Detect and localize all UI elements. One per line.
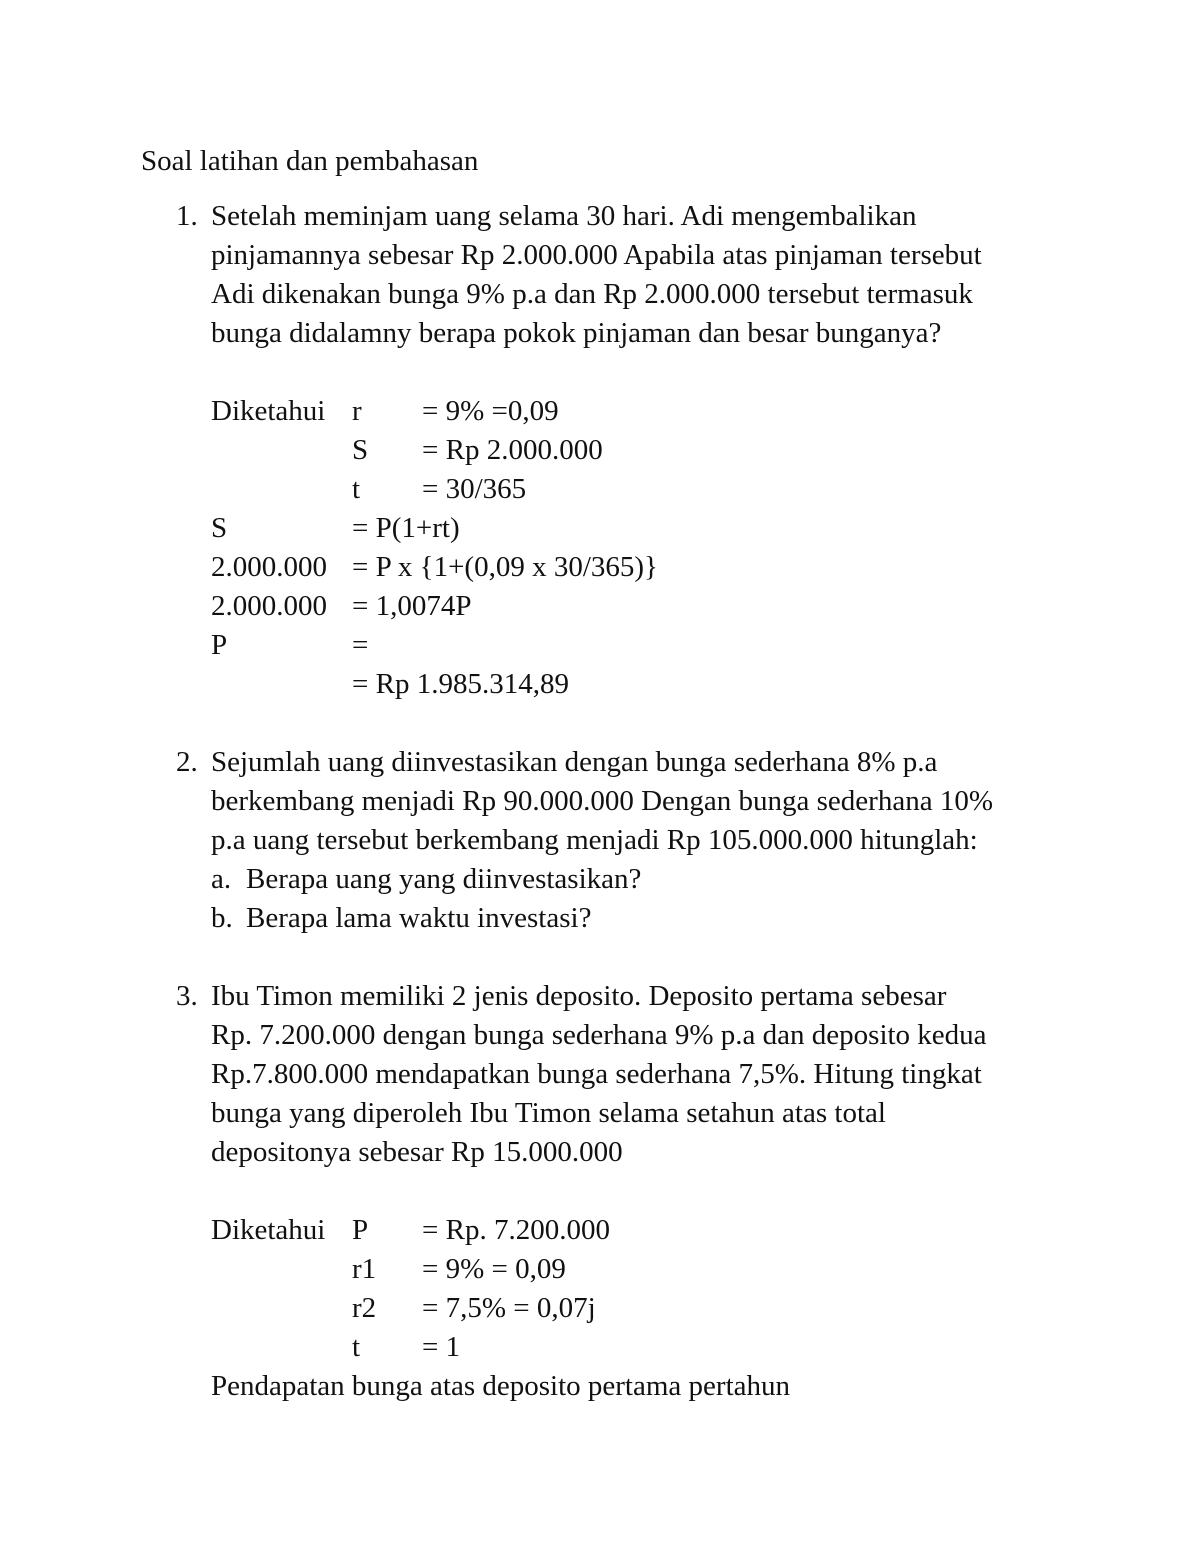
calc-lhs: 2.000.000: [211, 590, 327, 622]
calc-rhs: = P x {1+(0,09 x 30/365)}: [352, 551, 658, 583]
given-variable: t: [352, 473, 361, 505]
problem-text-line: bunga yang diperoleh Ibu Timon selama setahun atas total: [211, 1097, 886, 1129]
given-value: = 9% =0,09: [422, 395, 559, 427]
problem-text-line: bunga didalamny berapa pokok pinjaman dan besar bunganya?: [211, 317, 942, 349]
sub-question-text: Berapa lama waktu investasi?: [246, 902, 592, 934]
calc-rhs: = 1,0074P: [352, 590, 472, 622]
given-value: = Rp 2.000.000: [422, 434, 603, 466]
problem-text-line: berkembang menjadi Rp 90.000.000 Dengan bunga sederhana 10%: [211, 785, 993, 817]
given-variable: r1: [352, 1253, 377, 1285]
sub-question-label: a.: [211, 863, 232, 895]
problem-number: 3.: [176, 980, 198, 1012]
given-variable: t: [352, 1331, 361, 1363]
problem-text-line: Adi dikenakan bunga 9% p.a dan Rp 2.000.000 tersebut termasuk: [211, 278, 973, 310]
given-label: Diketahui: [211, 1214, 326, 1246]
given-value: = 1: [422, 1331, 461, 1363]
given-variable: r2: [352, 1292, 377, 1324]
sub-question-text: Berapa uang yang diinvestasikan?: [246, 863, 642, 895]
calc-rhs: = P(1+rt): [352, 512, 460, 544]
problem-number: 1.: [176, 200, 198, 232]
problem-text-line: Ibu Timon memiliki 2 jenis deposito. Deposito pertama sebesar: [211, 980, 947, 1012]
sub-question-label: b.: [211, 902, 233, 934]
problem-text-line: depositonya sebesar Rp 15.000.000: [211, 1136, 623, 1168]
problem-text-line: Setelah meminjam uang selama 30 hari. Adi mengembalikan: [211, 200, 917, 232]
problem-text-line: p.a uang tersebut berkembang menjadi Rp 105.000.000 hitunglah:: [211, 824, 978, 856]
follow-up-text: Pendapatan bunga atas deposito pertama pertahun: [211, 1370, 790, 1402]
given-value: = Rp. 7.200.000: [422, 1214, 610, 1246]
calc-rhs: =: [352, 629, 369, 661]
document-heading: Soal latihan dan pembahasan: [141, 145, 479, 177]
given-variable: P: [352, 1214, 369, 1246]
given-value: = 7,5% = 0,07j: [422, 1292, 596, 1324]
given-label: Diketahui: [211, 395, 326, 427]
calc-lhs: 2.000.000: [211, 551, 327, 583]
given-variable: r: [352, 395, 362, 427]
problem-number: 2.: [176, 746, 198, 778]
problem-text-line: Sejumlah uang diinvestasikan dengan bunga sederhana 8% p.a: [211, 746, 938, 778]
given-variable: S: [352, 434, 369, 466]
problem-text-line: Rp.7.800.000 mendapatkan bunga sederhana 7,5%. Hitung tingkat: [211, 1058, 982, 1090]
calc-rhs: = Rp 1.985.314,89: [352, 668, 569, 700]
problem-text-line: pinjamannya sebesar Rp 2.000.000 Apabila atas pinjaman tersebut: [211, 239, 982, 271]
given-value: = 9% = 0,09: [422, 1253, 566, 1285]
problem-text-line: Rp. 7.200.000 dengan bunga sederhana 9% p.a dan deposito kedua: [211, 1019, 987, 1051]
calc-lhs: S: [211, 512, 228, 544]
calc-lhs: P: [211, 629, 228, 661]
given-value: = 30/365: [422, 473, 527, 505]
